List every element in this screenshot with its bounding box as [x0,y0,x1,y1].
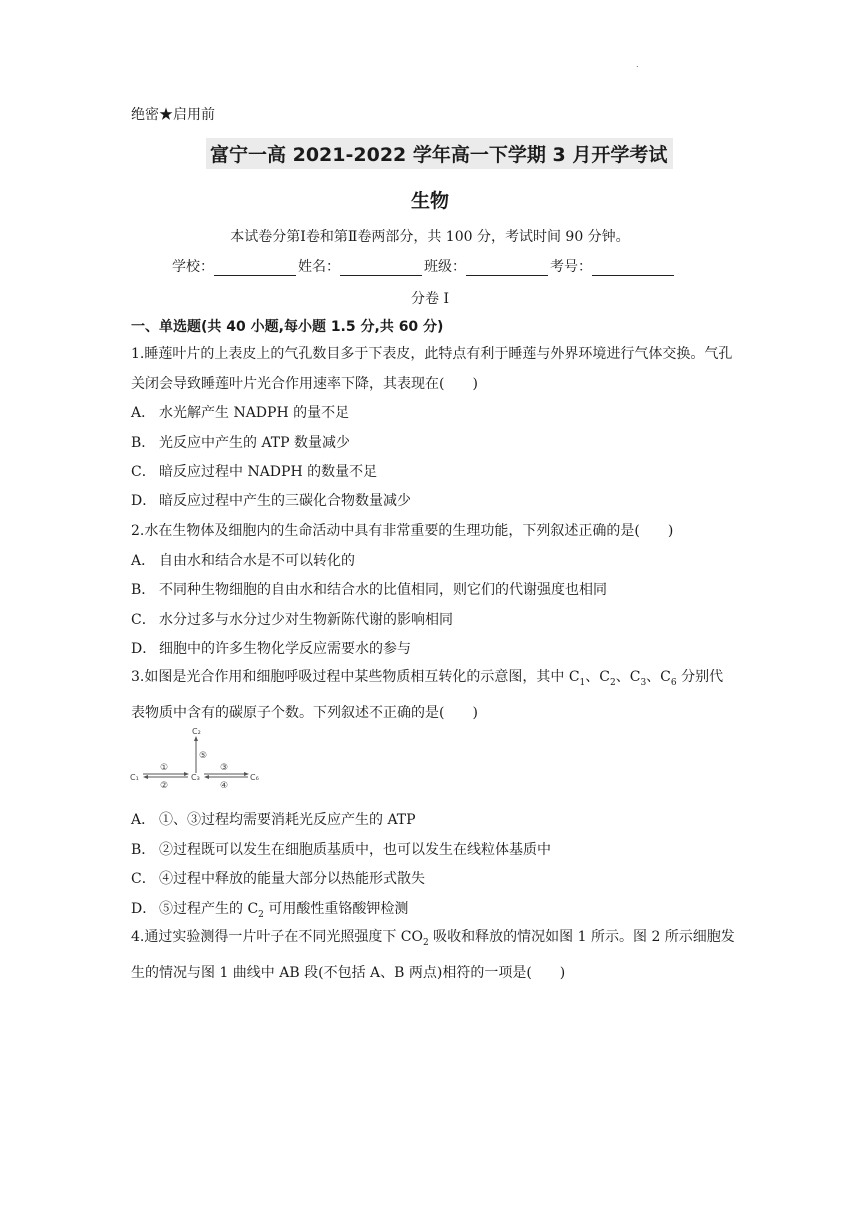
name-label: 姓名： [298,259,340,275]
arrow-5-head [194,736,198,741]
sep: 、 [585,669,600,685]
q3-option-b [131,839,551,859]
option-text: 水分过多与水分过少对生物新陈代谢的影响相同 [159,612,453,628]
class-field[interactable] [424,256,550,276]
c1-sub: 1 [579,677,586,688]
name-field[interactable] [298,256,424,276]
class-blank[interactable] [466,261,548,276]
question-4-stem [131,922,737,988]
option-sub: 2 [258,909,264,920]
exam-number-blank[interactable] [592,261,674,276]
school-field[interactable] [172,256,298,276]
option-text: 水光解产生 NADPH 的量不足 [159,405,350,421]
q3-stem-post: 分别代表物质中含有的碳原子个数。下列叙述不正确的是( ) [131,669,724,721]
option-text: 暗反应过程中 NADPH 的数量不足 [159,464,378,480]
option-label: A． [131,553,156,569]
c6: C [660,669,671,685]
option-text: ④过程中释放的能量大部分以热能形式散失 [159,871,425,887]
option-label: B． [131,842,156,858]
step-4: ④ [220,781,229,791]
q1-option-c [131,461,377,481]
q2-option-b [131,579,607,599]
q1-option-d [131,490,411,510]
step-2: ② [160,781,169,791]
q1-option-b [131,432,350,452]
exam-number-field[interactable] [550,256,676,276]
arrow-2-head [143,775,148,779]
q4-stem-post: 吸收和释放的情况如图 1 所示。图 2 所示细胞发生的情况与图 1 曲线中 AB 段(不包括 A、B 两点)相符的一项是( ) [131,929,735,981]
node-c2: C₂ [192,727,201,736]
section-title: 一、单选题(共 40 小题,每小题 1.5 分,共 60 分) [131,319,444,335]
c3-sub: 3 [640,677,647,688]
school-blank[interactable] [214,261,296,276]
school-label: 学校： [172,259,214,275]
option-label: C． [131,464,156,480]
q2-option-a [131,550,355,570]
exam-number-label: 考号： [550,259,592,275]
option-text: 细胞中的许多生物化学反应需要水的参与 [159,641,411,657]
c6-sub: 6 [670,677,677,688]
exam-intro: 本试卷分第Ⅰ卷和第Ⅱ卷两部分，共 100 分，考试时间 90 分钟。 [230,229,630,245]
exam-title: 富宁一高 2021-2022 学年高一下学期 3 月开学考试 [206,138,673,169]
option-label: B． [131,582,156,598]
question-1-stem: 1.睡莲叶片的上表皮上的气孔数目多于下表皮，此特点有利于睡莲与外界环境进行气体交换。气孔关闭会导致睡莲叶片光合作用速率下降，其表现在( ) [131,346,733,392]
option-text: 光反应中产生的 ATP 数量减少 [159,435,351,451]
c2: C [599,669,610,685]
question-2-stem: 2.水在生物体及细胞内的生命活动中具有非常重要的生理功能，下列叙述正确的是( ) [131,523,674,539]
option-label: D． [131,493,157,509]
option-text-pre: ⑤过程产生的 C [159,901,259,917]
corner-dot: . [636,60,639,69]
option-label: A． [131,812,156,828]
option-text-post: 可用酸性重铬酸钾检测 [263,901,409,917]
step-5: ⑤ [199,751,208,761]
confidential-mark: 绝密★启用前 [131,107,215,123]
option-label: B． [131,435,156,451]
q3-option-d [131,898,408,920]
part-label: 分卷 I [411,291,449,307]
node-c3: C₃ [191,773,200,782]
sep: 、 [615,669,630,685]
option-label: D． [131,901,157,917]
option-text: ②过程既可以发生在细胞质基质中，也可以发生在线粒体基质中 [159,842,551,858]
arrow-1-head [184,772,189,776]
option-text: ①、③过程均需要消耗光反应产生的 ATP [159,812,416,828]
node-c1: C₁ [130,773,139,782]
class-label: 班级： [424,259,466,275]
sep: 、 [646,669,661,685]
q3-option-c [131,868,425,888]
carbon-conversion-diagram [128,724,268,794]
arrow-4-head [204,775,209,779]
q3-stem-pre: 3.如图是光合作用和细胞呼吸过程中某些物质相互转化的示意图，其中 [131,669,569,685]
c3: C [629,669,641,685]
q1-option-a [131,402,349,422]
c1: C [568,669,580,685]
step-3: ③ [220,763,229,773]
option-label: C． [131,871,156,887]
option-label: C． [131,612,156,628]
q2-option-d [131,638,411,658]
q3-option-a [131,809,416,829]
student-info-fields [172,256,676,276]
q2-option-c [131,609,453,629]
c2-sub: 2 [609,677,616,688]
step-1: ① [160,763,169,773]
name-blank[interactable] [340,261,422,276]
arrow-3-head [244,772,249,776]
node-c6: C₆ [250,773,259,782]
option-label: D． [131,641,157,657]
q4-sub: 2 [423,937,429,948]
subject-title: 生物 [410,190,449,212]
q4-stem-pre: 4.通过实验测得一片叶子在不同光照强度下 CO [131,929,423,945]
option-text: 暗反应过程中产生的三碳化合物数量减少 [159,493,411,509]
question-3-stem [131,662,737,728]
option-label: A． [131,405,156,421]
option-text: 不同种生物细胞的自由水和结合水的比值相同，则它们的代谢强度也相同 [159,582,607,598]
option-text: 自由水和结合水是不可以转化的 [159,553,355,569]
